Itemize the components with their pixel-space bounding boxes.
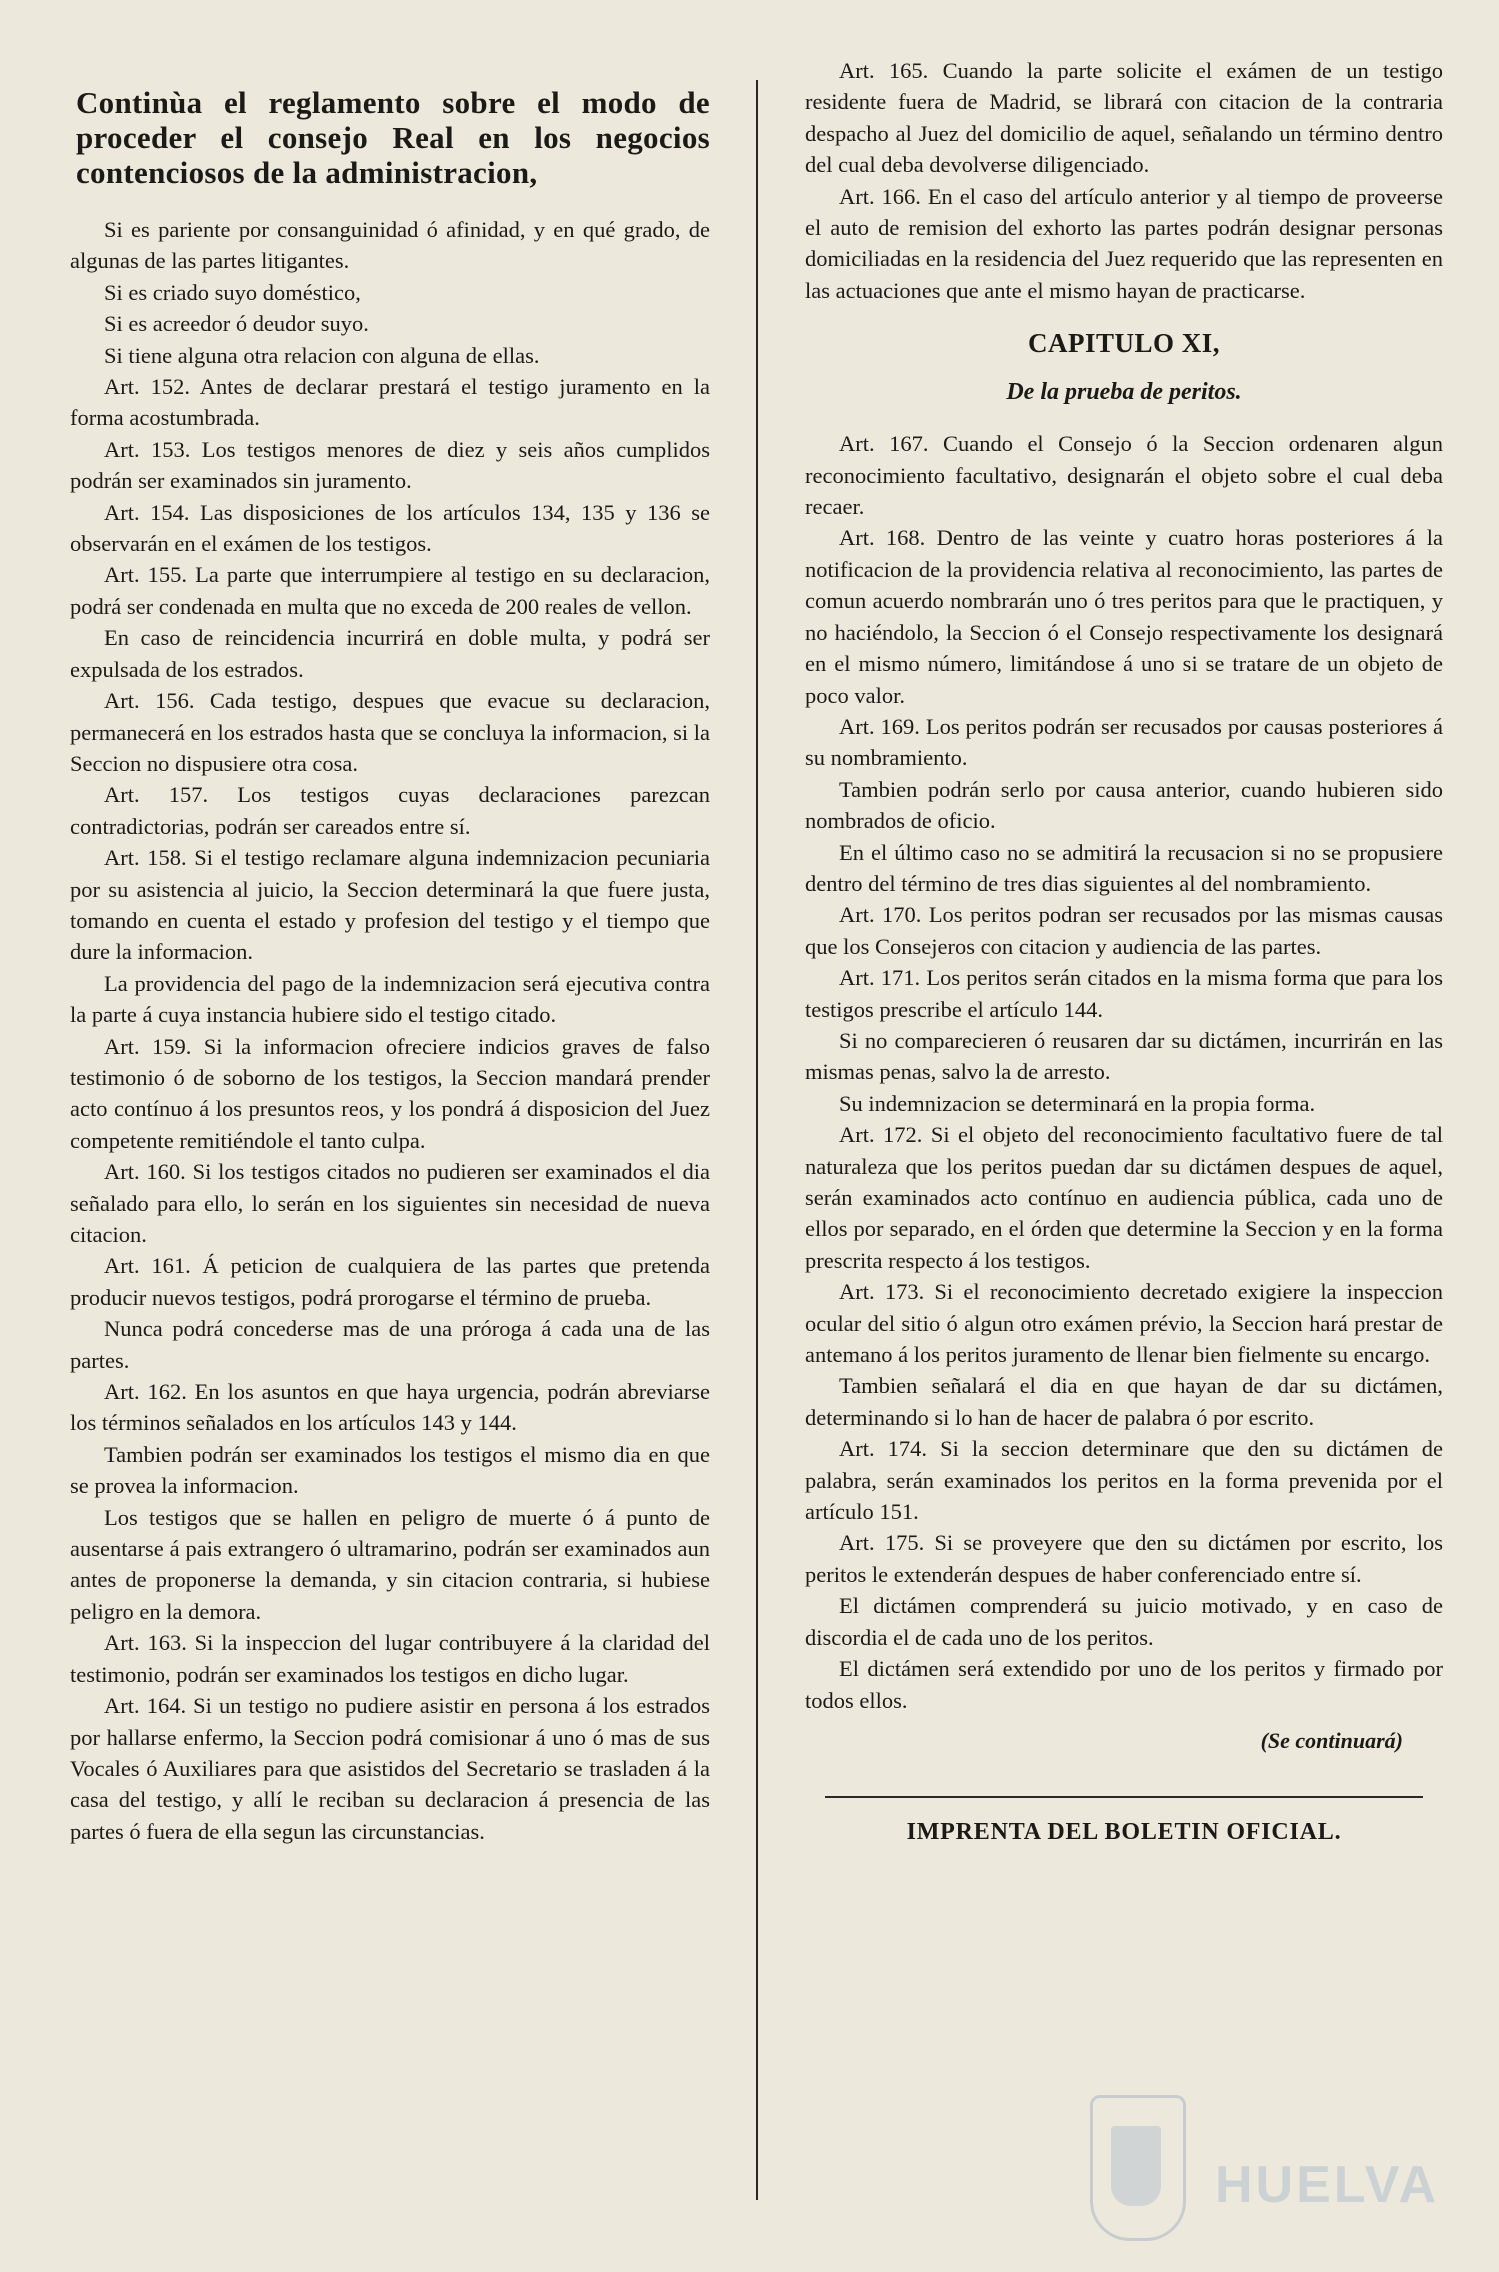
paragraph: Art. 160. Si los testigos citados no pudieren ser examinados el dia señalado para ello, lo serán en los siguientes sin necesidad de nueva citacion. <box>70 1159 710 1247</box>
paragraph: Art. 167. Cuando el Consejo ó la Seccion ordenaren algun reconocimiento facultativo, designarán el objeto sobre el cual deba recaer. <box>805 431 1443 520</box>
paragraph: Art. 174. Si la seccion determinare que den su dictámen de palabra, serán examinados los peritos en la forma prevenida por el artículo 151. <box>805 1436 1443 1525</box>
left-column <box>70 55 710 1847</box>
chapter-subheading: De la prueba de peritos. <box>1006 379 1242 406</box>
document-title: Continùa el reglamento sobre el modo de proceder el consejo Real en los negocios contenciosos de la administracion, <box>76 85 710 190</box>
paragraph: Art. 173. Si el reconocimiento decretado exigiere la inspeccion ocular del sitio ó algun otro exámen prévio, la Seccion hará prestar de antemano á los peritos juramento de llenar bien fielmente su encargo. <box>805 1279 1443 1368</box>
paragraph: El dictámen será extendido por uno de los peritos y firmado por todos ellos. <box>805 1656 1443 1713</box>
paragraph: Art. 158. Si el testigo reclamare alguna indemnizacion pecuniaria por su asistencia al juicio, la Seccion determinará la que fuere justa, tomando en cuenta el estado y profesion del testigo y el tiempo que dure la informacion. <box>70 845 710 965</box>
paragraph: Art. 159. Si la informacion ofreciere indicios graves de falso testimonio ó de soborno de los testigos, la Seccion mandará prender acto contínuo á los presuntos reos, y los pondrá á disposicion del Juez competente remitiéndole el tanto culpa. <box>70 1033 710 1153</box>
paragraph: Si es acreedor ó deudor suyo. <box>104 311 369 337</box>
paragraph: Tambien podrán ser examinados los testigos el mismo dia en que se provea la informacion. <box>70 1441 710 1499</box>
paragraph: Los testigos que se hallen en peligro de muerte ó á punto de ausentarse á pais extrangero ó ultramarino, podrán ser examinados aun antes de proponerse la demanda, y sin citacion contraria, si hubiese peligro en la demora. <box>70 1504 710 1624</box>
column-divider <box>756 80 758 2200</box>
paragraph: Art. 169. Los peritos podrán ser recusados por causas posteriores á su nombramiento. <box>805 713 1443 771</box>
paragraph: Art. 154. Las disposiciones de los artículos 134, 135 y 136 se observarán en el exámen de los testigos. <box>70 499 710 557</box>
paragraph: Art. 155. La parte que interrumpiere al testigo en su declaracion, podrá ser condenada en multa que no exceda de 200 reales de vellon. <box>70 562 710 619</box>
paragraph: Art. 152. Antes de declarar prestará el testigo juramento en la forma acostumbrada. <box>70 374 710 431</box>
chapter-heading: CAPITULO XI, <box>1027 328 1221 359</box>
paragraph: Art. 163. Si la inspeccion del lugar contribuyere á la claridad del testimonio, podrán ser examinados los testigos en dicho lugar. <box>70 1630 710 1687</box>
paragraph: Tambien señalará el dia en que hayan de dar su dictámen, determinando si lo han de hacer de palabra ó por escrito. <box>805 1373 1443 1430</box>
paragraph: Tambien podrán serlo por causa anterior, cuando hubieren sido nombrados de oficio. <box>805 776 1443 834</box>
printer-imprint: IMPRENTA DEL BOLETIN OFICIAL. <box>906 1818 1342 1845</box>
paragraph: Art. 170. Los peritos podran ser recusados por las mismas causas que los Consejeros con citacion y audiencia de las partes. <box>805 902 1443 959</box>
paragraph: Art. 161. Á peticion de cualquiera de las partes que pretenda producir nuevos testigos, podrá prorogarse el término de prueba. <box>70 1253 710 1310</box>
paragraph: Art. 168. Dentro de las veinte y cuatro horas posteriores á la notificacion de la providencia relativa al reconocimiento, las partes de comun acuerdo nombrarán uno ó tres peritos para que le practiquen, y no haciéndolo, la Seccion ó el Consejo respectivamente los designará en el mismo número, limitándose á uno si se tratare de un objeto de poco valor. <box>805 525 1443 708</box>
paragraph: Art. 164. Si un testigo no pudiere asistir en persona á los estrados por hallarse enfermo, la Seccion podrá comisionar á uno ó mas de sus Vocales ó Auxiliares para que asistidos del Secretario se trasladen á la casa del testigo, y allí le reciban su declaracion á presencia de las partes ó fuera de ella segun las circunstancias. <box>70 1693 710 1844</box>
paragraph: La providencia del pago de la indemnizacion será ejecutiva contra la parte á cuya instancia hubiere sido el testigo citado. <box>70 970 710 1028</box>
right-column <box>805 55 1443 1848</box>
paragraph: En el último caso no se admitirá la recusacion si no se propusiere dentro del término de tres dias siguientes al del nombramiento. <box>805 839 1443 896</box>
crest-icon <box>1090 2095 1186 2241</box>
watermark-text: HUELVA <box>1215 2156 1440 2214</box>
paragraph: Art. 166. En el caso del artículo anterior y al tiempo de proveerse el auto de remision del exhorto las partes podrán designar personas domiciliadas en la residencia del Juez requerido que las representen en las actuaciones que ante el mismo hayan de practicarse. <box>805 183 1443 303</box>
paragraph: Art. 172. Si el objeto del reconocimiento facultativo fuere de tal naturaleza que los peritos puedan dar su dictámen despues de aquel, serán examinados acto contínuo en audiencia pública, cada uno de ellos por separado, en el órden que determine la Seccion y en la forma prescrita respecto á los testigos. <box>805 1122 1443 1273</box>
paragraph: Si es pariente por consanguinidad ó afinidad, y en qué grado, de algunas de las partes litigantes. <box>70 217 710 274</box>
paragraph: Art. 153. Los testigos menores de diez y seis años cumplidos podrán ser examinados sin juramento. <box>70 436 710 494</box>
right-paragraphs-bottom <box>805 428 1443 1716</box>
paragraph: El dictámen comprenderá su juicio motivado, y en caso de discordia el de cada uno de los peritos. <box>805 1593 1443 1650</box>
paragraph: Si no comparecieren ó reusaren dar su dictámen, incurrirán en las mismas penas, salvo la de arresto. <box>805 1027 1443 1085</box>
paragraph: Art. 162. En los asuntos en que haya urgencia, podrán abreviarse los términos señalados en los artículos 143 y 144. <box>70 1379 710 1436</box>
paragraph: Nunca podrá concederse mas de una próroga á cada una de las partes. <box>70 1316 710 1373</box>
paragraph: Art. 171. Los peritos serán citados en la misma forma que para los testigos prescribe el artículo 144. <box>805 965 1443 1022</box>
archive-watermark <box>1090 2075 1440 2245</box>
continued-note: (Se continuará) <box>1260 1727 1403 1753</box>
left-paragraphs <box>70 214 710 1847</box>
paragraph: Art. 165. Cuando la parte solicite el exámen de un testigo residente fuera de Madrid, se librará con citacion de la contraria despacho al Juez del domicilio de aquel, señalando un término dentro del cual deba devolverse diligenciado. <box>805 58 1443 178</box>
paragraph: Su indemnizacion se determinará en la propia forma. <box>839 1090 1316 1116</box>
footer-rule <box>825 1796 1423 1798</box>
paragraph: Si tiene alguna otra relacion con alguna de ellas. <box>104 342 540 368</box>
paragraph: Si es criado suyo doméstico, <box>104 279 361 305</box>
right-paragraphs-top <box>805 55 1443 306</box>
paragraph: Art. 157. Los testigos cuyas declaraciones parezcan contradictorias, podrán ser careados entre sí. <box>70 782 710 839</box>
paragraph: En caso de reincidencia incurrirá en doble multa, y podrá ser expulsada de los estrados. <box>70 625 710 682</box>
paragraph: Art. 156. Cada testigo, despues que evacue su declaracion, permanecerá en los estrados hasta que se concluya la informacion, si la Seccion no dispusiere otra cosa. <box>70 688 710 776</box>
paragraph: Art. 175. Si se proveyere que den su dictámen por escrito, los peritos le extenderán despues de haber conferenciado entre sí. <box>805 1530 1443 1587</box>
